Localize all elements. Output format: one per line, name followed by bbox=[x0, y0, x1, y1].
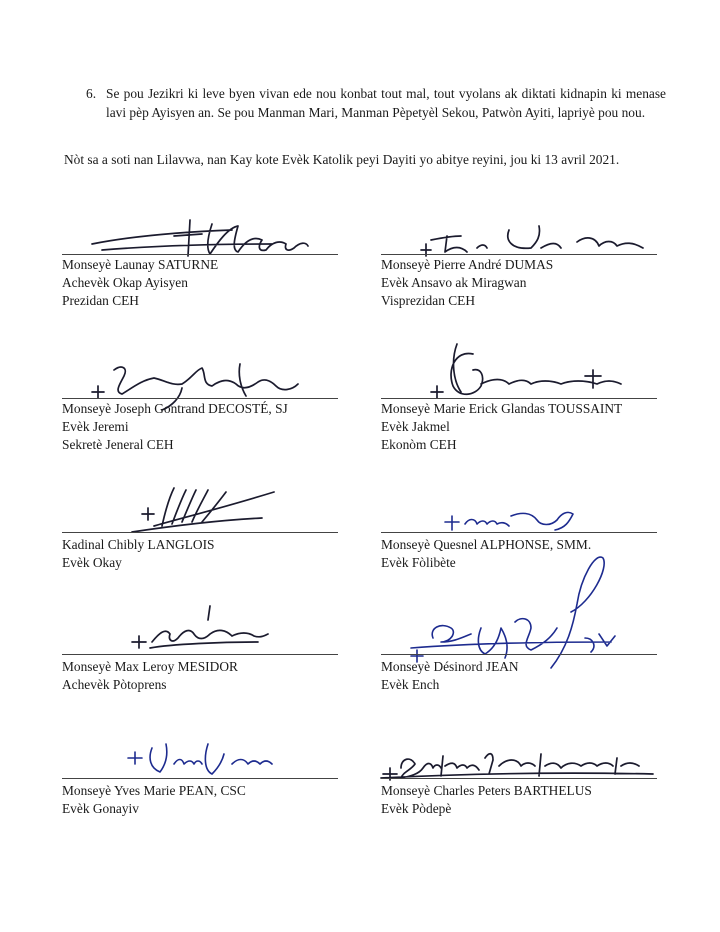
signatory-position: Sekretè Jeneral CEH bbox=[62, 437, 174, 452]
signatory-details bbox=[62, 658, 362, 694]
signatory-name: Monseyè Charles Peters BARTHELUS bbox=[381, 783, 592, 798]
signatory-name: Monseyè Quesnel ALPHONSE, SMM. bbox=[381, 537, 592, 552]
signature-line bbox=[62, 398, 338, 399]
signatory-details bbox=[381, 782, 681, 818]
signature-line bbox=[62, 778, 338, 779]
signatory-details bbox=[62, 782, 362, 818]
signature-line bbox=[62, 532, 338, 533]
signatory-details bbox=[381, 400, 681, 454]
signature-line bbox=[62, 654, 338, 655]
closing-note: Nòt sa a soti nan Lilavwa, nan Kay kote Evèk Katolik peyi Dayiti yo abitye reyini, jou ki 13 avril 2021. bbox=[64, 152, 620, 167]
signatory-details bbox=[62, 536, 362, 572]
signatory-details bbox=[381, 658, 681, 694]
signatory-role: Evèk Fòlibète bbox=[381, 555, 456, 570]
signatory-role: Evèk Okay bbox=[62, 555, 122, 570]
signatory-role: Achevèk Okap Ayisyen bbox=[62, 275, 188, 290]
signatory-position: Visprezidan CEH bbox=[381, 293, 476, 308]
signatory-role: Evèk Ansavo ak Miragwan bbox=[381, 275, 527, 290]
signatory-name: Monseyè Pierre André DUMAS bbox=[381, 257, 554, 272]
signatory-details bbox=[381, 256, 681, 310]
signatory-name: Monseyè Max Leroy MESIDOR bbox=[62, 659, 238, 674]
signatory-details bbox=[62, 400, 362, 454]
signatory-details bbox=[381, 536, 681, 572]
paragraph-number: 6. bbox=[86, 86, 97, 101]
signatory-position: Ekonòm CEH bbox=[381, 437, 457, 452]
signatory-name: Monseyè Launay SATURNE bbox=[62, 257, 219, 272]
signature-line bbox=[381, 398, 657, 399]
signatory-name: Monseyè Désinord JEAN bbox=[381, 659, 519, 674]
signature-line bbox=[381, 532, 657, 533]
signature-line bbox=[381, 778, 657, 779]
signatory-name: Monseyè Marie Erick Glandas TOUSSAINT bbox=[381, 401, 623, 416]
signatory-role: Evèk Ench bbox=[381, 677, 440, 692]
signatory-role: Evèk Gonayiv bbox=[62, 801, 139, 816]
signature-line bbox=[381, 654, 657, 655]
signatory-role: Evèk Pòdepè bbox=[381, 801, 452, 816]
signature-line bbox=[381, 254, 657, 255]
signature-line bbox=[62, 254, 338, 255]
signatory-name: Monseyè Yves Marie PEAN, CSC bbox=[62, 783, 246, 798]
signatory-name: Monseyè Joseph Gontrand DECOSTÉ, SJ bbox=[62, 401, 288, 416]
signatory-role: Achevèk Pòtoprens bbox=[62, 677, 167, 692]
signatory-role: Evèk Jeremi bbox=[62, 419, 129, 434]
signatory-name: Kadinal Chibly LANGLOIS bbox=[62, 537, 215, 552]
signatory-position: Prezidan CEH bbox=[62, 293, 139, 308]
paragraph-text: Se pou Jezikri ki leve byen vivan ede nou konbat tout mal, tout vyolans ak diktati kidnapin ki menase lavi pèp Ayisyen an. Se pou Manman Mari, Manman Pèpetyèl Sekou, Patwòn Ayiti, lapriyè pou nou. bbox=[106, 86, 666, 120]
signatory-role: Evèk Jakmel bbox=[381, 419, 450, 434]
signatory-details bbox=[62, 256, 362, 310]
